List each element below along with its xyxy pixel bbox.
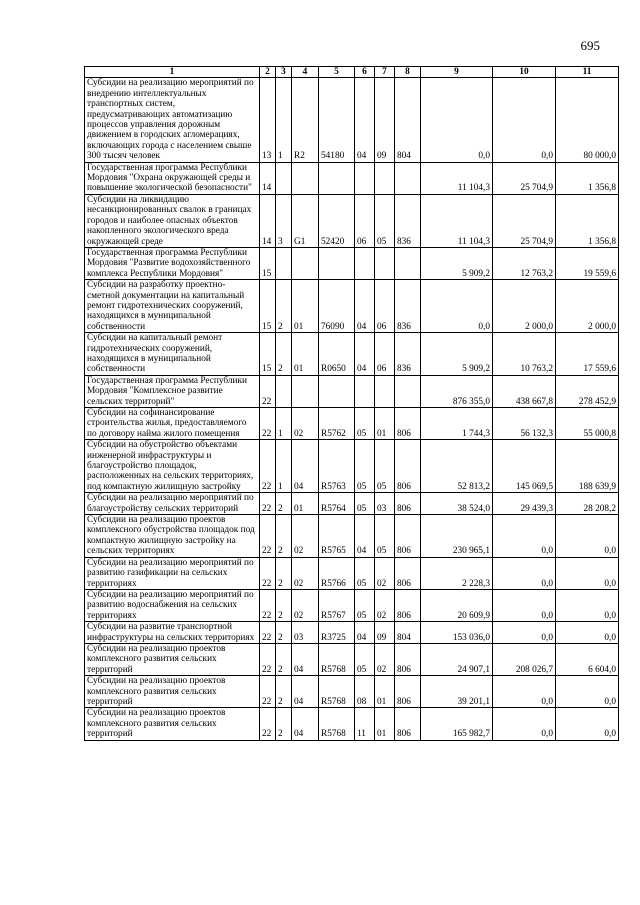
row-subsection-code: 09 (375, 78, 395, 162)
row-name: Субсидии на реализацию проектов комплексного обустройства площадок под компактную жилищную застройку на сельских территориях (85, 515, 260, 558)
row-program-code: 14 (260, 162, 276, 194)
row-event-code: 01 (292, 280, 319, 333)
row-expense-type: 806 (395, 589, 421, 621)
row-expense-type: 836 (395, 333, 421, 376)
row-amount-year2: 12 763,2 (493, 247, 556, 279)
row-name: Субсидии на софинансирование строительства жилья, предоставляемого по договору найма жилого помещения (85, 408, 260, 440)
row-direction-code: R5768 (319, 643, 355, 675)
row-subsection-code: 06 (375, 333, 395, 376)
row-subprogram-code: 2 (276, 708, 292, 740)
row-amount-year2: 56 132,3 (493, 408, 556, 440)
column-header: 11 (556, 67, 619, 78)
row-expense-type: 836 (395, 194, 421, 247)
row-event-code: 02 (292, 515, 319, 558)
row-subsection-code: 03 (375, 493, 395, 515)
row-program-code: 14 (260, 194, 276, 247)
row-amount-year2: 0,0 (493, 78, 556, 162)
row-amount-year3: 278 452,9 (556, 375, 619, 407)
row-event-code (292, 162, 319, 194)
row-program-code: 15 (260, 280, 276, 333)
row-section-code: 06 (355, 194, 375, 247)
row-subsection-code: 05 (375, 515, 395, 558)
row-subsection-code: 01 (375, 408, 395, 440)
row-amount-year2: 0,0 (493, 589, 556, 621)
row-name: Субсидии на развитие транспортной инфраструктуры на сельских территориях (85, 622, 260, 644)
row-subprogram-code (276, 162, 292, 194)
table-row (85, 708, 619, 740)
row-name: Субсидии на разработку проектно-сметной документации на капитальный ремонт гидротехнических сооружений, находящихся в муниципальной собственности (85, 280, 260, 333)
row-name: Субсидии на ликвидацию несанкционированных свалок в границах городов и наиболее опасных объектов накопленного экологического вреда окружающей среде (85, 194, 260, 247)
row-event-code: R2 (292, 78, 319, 162)
row-section-code: 05 (355, 643, 375, 675)
row-direction-code (319, 247, 355, 279)
row-amount-year3: 6 604,0 (556, 643, 619, 675)
row-amount-year3: 80 000,0 (556, 78, 619, 162)
row-direction-code: R3725 (319, 622, 355, 644)
column-header: 9 (421, 67, 493, 78)
row-subsection-code: 02 (375, 589, 395, 621)
row-amount-year3: 17 559,6 (556, 333, 619, 376)
table-row (85, 194, 619, 247)
row-direction-code (319, 375, 355, 407)
column-header: 4 (292, 67, 319, 78)
row-amount-year3: 28 208,2 (556, 493, 619, 515)
table-row (85, 78, 619, 162)
row-subprogram-code: 2 (276, 676, 292, 708)
row-program-code: 22 (260, 408, 276, 440)
row-expense-type: 806 (395, 557, 421, 589)
row-amount-year1: 0,0 (421, 78, 493, 162)
row-program-code: 22 (260, 676, 276, 708)
row-section-code: 05 (355, 589, 375, 621)
table-row (85, 375, 619, 407)
row-amount-year1: 38 524,0 (421, 493, 493, 515)
row-amount-year1: 153 036,0 (421, 622, 493, 644)
row-subsection-code (375, 247, 395, 279)
row-subprogram-code: 1 (276, 440, 292, 493)
column-header: 8 (395, 67, 421, 78)
column-header: 5 (319, 67, 355, 78)
row-amount-year1: 1 744,3 (421, 408, 493, 440)
row-subprogram-code: 2 (276, 643, 292, 675)
row-name: Субсидии на реализацию мероприятий по благоустройству сельских территорий (85, 493, 260, 515)
row-amount-year3: 19 559,6 (556, 247, 619, 279)
row-section-code (355, 162, 375, 194)
row-expense-type: 806 (395, 440, 421, 493)
row-event-code: 02 (292, 589, 319, 621)
row-section-code: 04 (355, 78, 375, 162)
row-amount-year1: 5 909,2 (421, 247, 493, 279)
row-amount-year1: 230 965,1 (421, 515, 493, 558)
row-amount-year2: 0,0 (493, 676, 556, 708)
column-header: 6 (355, 67, 375, 78)
row-event-code: G1 (292, 194, 319, 247)
row-amount-year3: 0,0 (556, 676, 619, 708)
table-body (85, 78, 619, 740)
row-subsection-code: 02 (375, 557, 395, 589)
row-event-code (292, 375, 319, 407)
row-amount-year2: 25 704,9 (493, 162, 556, 194)
row-expense-type (395, 162, 421, 194)
row-amount-year2: 0,0 (493, 622, 556, 644)
row-amount-year1: 165 982,7 (421, 708, 493, 740)
row-section-code: 05 (355, 440, 375, 493)
row-direction-code: R0650 (319, 333, 355, 376)
row-expense-type: 806 (395, 708, 421, 740)
row-event-code: 01 (292, 493, 319, 515)
table-row (85, 676, 619, 708)
table-row (85, 408, 619, 440)
row-subprogram-code: 2 (276, 515, 292, 558)
column-header: 7 (375, 67, 395, 78)
table-row (85, 643, 619, 675)
row-event-code: 04 (292, 676, 319, 708)
table-row (85, 515, 619, 558)
table-row (85, 440, 619, 493)
row-amount-year1: 39 201,1 (421, 676, 493, 708)
row-amount-year3: 0,0 (556, 515, 619, 558)
row-section-code: 08 (355, 676, 375, 708)
row-direction-code: R5766 (319, 557, 355, 589)
row-amount-year2: 2 000,0 (493, 280, 556, 333)
row-amount-year2: 29 439,3 (493, 493, 556, 515)
row-subsection-code: 05 (375, 440, 395, 493)
row-name: Субсидии на обустройство объектами инженерной инфраструктуры и благоустройство площадок, расположенных на сельских территориях, под компактную жилищную застройку (85, 440, 260, 493)
table-row (85, 247, 619, 279)
row-program-code: 22 (260, 557, 276, 589)
row-amount-year2: 145 069,5 (493, 440, 556, 493)
row-amount-year1: 24 907,1 (421, 643, 493, 675)
row-name: Субсидии на реализацию проектов комплексного развития сельских территорий (85, 708, 260, 740)
row-amount-year3: 188 639,9 (556, 440, 619, 493)
row-event-code: 02 (292, 557, 319, 589)
row-section-code: 04 (355, 515, 375, 558)
row-program-code: 22 (260, 515, 276, 558)
column-header: 1 (85, 67, 260, 78)
table-row (85, 280, 619, 333)
row-amount-year3: 0,0 (556, 589, 619, 621)
row-direction-code: 52420 (319, 194, 355, 247)
table-header-row (85, 67, 619, 78)
row-amount-year2: 438 667,8 (493, 375, 556, 407)
row-direction-code: R5764 (319, 493, 355, 515)
row-direction-code: R5767 (319, 589, 355, 621)
row-program-code: 22 (260, 622, 276, 644)
row-section-code: 05 (355, 408, 375, 440)
row-amount-year2: 0,0 (493, 708, 556, 740)
row-subprogram-code (276, 247, 292, 279)
row-program-code: 22 (260, 493, 276, 515)
table-row (85, 589, 619, 621)
row-program-code: 22 (260, 440, 276, 493)
table-row (85, 162, 619, 194)
row-amount-year1: 52 813,2 (421, 440, 493, 493)
row-subsection-code: 05 (375, 194, 395, 247)
row-section-code: 04 (355, 280, 375, 333)
row-amount-year3: 1 356,8 (556, 162, 619, 194)
row-name: Государственная программа Республики Мордовия "Развитие водохозяйственного комплекса Республики Мордовия" (85, 247, 260, 279)
row-name: Субсидии на реализацию мероприятий по развитию водоснабжения на сельских территориях (85, 589, 260, 621)
row-direction-code: R5768 (319, 708, 355, 740)
page-number: 695 (580, 38, 600, 53)
row-subsection-code (375, 375, 395, 407)
row-subprogram-code: 2 (276, 622, 292, 644)
table-row (85, 557, 619, 589)
row-subsection-code: 09 (375, 622, 395, 644)
row-section-code (355, 247, 375, 279)
row-event-code (292, 247, 319, 279)
row-name: Государственная программа Республики Мордовия "Охрана окружающей среды и повышение экологической безопасности" (85, 162, 260, 194)
row-subprogram-code: 1 (276, 78, 292, 162)
row-direction-code: 76090 (319, 280, 355, 333)
row-amount-year2: 25 704,9 (493, 194, 556, 247)
row-expense-type: 806 (395, 408, 421, 440)
row-name: Субсидии на реализацию мероприятий по внедрению интеллектуальных транспортных систем, предусматривающих автоматизацию процессов управления дорожным движением в городских агломерациях, включающих города с населением свыше 300 тысяч человек (85, 78, 260, 162)
row-section-code: 04 (355, 622, 375, 644)
row-expense-type: 806 (395, 643, 421, 675)
row-subsection-code: 01 (375, 676, 395, 708)
row-subprogram-code: 2 (276, 493, 292, 515)
row-expense-type: 806 (395, 515, 421, 558)
row-event-code: 01 (292, 333, 319, 376)
budget-table (84, 66, 619, 741)
column-header: 2 (260, 67, 276, 78)
row-section-code: 04 (355, 333, 375, 376)
row-direction-code: R5762 (319, 408, 355, 440)
row-expense-type: 804 (395, 78, 421, 162)
row-program-code: 15 (260, 333, 276, 376)
row-direction-code: R5763 (319, 440, 355, 493)
table-row (85, 333, 619, 376)
row-amount-year3: 0,0 (556, 557, 619, 589)
row-amount-year1: 0,0 (421, 280, 493, 333)
row-amount-year1: 876 355,0 (421, 375, 493, 407)
row-direction-code: R5765 (319, 515, 355, 558)
row-expense-type: 836 (395, 280, 421, 333)
row-section-code: 05 (355, 493, 375, 515)
row-subprogram-code: 2 (276, 333, 292, 376)
row-program-code: 22 (260, 643, 276, 675)
row-expense-type: 804 (395, 622, 421, 644)
row-amount-year1: 20 609,9 (421, 589, 493, 621)
table-row (85, 622, 619, 644)
row-event-code: 02 (292, 408, 319, 440)
row-program-code: 22 (260, 708, 276, 740)
row-event-code: 04 (292, 643, 319, 675)
row-amount-year2: 0,0 (493, 515, 556, 558)
row-expense-type: 806 (395, 493, 421, 515)
table-row (85, 493, 619, 515)
row-subprogram-code: 2 (276, 589, 292, 621)
row-expense-type (395, 375, 421, 407)
row-direction-code: 54180 (319, 78, 355, 162)
row-amount-year3: 2 000,0 (556, 280, 619, 333)
row-name: Субсидии на капитальный ремонт гидротехнических сооружений, находящихся в муниципальной собственности (85, 333, 260, 376)
row-expense-type (395, 247, 421, 279)
row-amount-year3: 0,0 (556, 622, 619, 644)
row-subsection-code: 02 (375, 643, 395, 675)
column-header: 3 (276, 67, 292, 78)
row-subprogram-code: 2 (276, 557, 292, 589)
row-amount-year1: 11 104,3 (421, 194, 493, 247)
row-amount-year3: 55 000,8 (556, 408, 619, 440)
row-subsection-code (375, 162, 395, 194)
row-name: Субсидии на реализацию мероприятий по развитию газификации на сельских территориях (85, 557, 260, 589)
row-amount-year2: 208 026,7 (493, 643, 556, 675)
row-expense-type: 806 (395, 676, 421, 708)
row-amount-year3: 1 356,8 (556, 194, 619, 247)
row-name: Государственная программа Республики Мордовия "Комплексное развитие сельских территорий" (85, 375, 260, 407)
row-program-code: 13 (260, 78, 276, 162)
row-program-code: 15 (260, 247, 276, 279)
row-program-code: 22 (260, 589, 276, 621)
row-section-code: 11 (355, 708, 375, 740)
row-name: Субсидии на реализацию проектов комплексного развития сельских территорий (85, 643, 260, 675)
row-section-code (355, 375, 375, 407)
row-name: Субсидии на реализацию проектов комплексного развития сельских территорий (85, 676, 260, 708)
row-subprogram-code: 1 (276, 408, 292, 440)
row-subsection-code: 01 (375, 708, 395, 740)
row-subprogram-code: 3 (276, 194, 292, 247)
row-amount-year3: 0,0 (556, 708, 619, 740)
row-program-code: 22 (260, 375, 276, 407)
row-event-code: 04 (292, 708, 319, 740)
row-amount-year1: 11 104,3 (421, 162, 493, 194)
row-amount-year2: 0,0 (493, 557, 556, 589)
row-subprogram-code (276, 375, 292, 407)
row-direction-code (319, 162, 355, 194)
row-subsection-code: 06 (375, 280, 395, 333)
column-header: 10 (493, 67, 556, 78)
row-direction-code: R5768 (319, 676, 355, 708)
row-amount-year2: 10 763,2 (493, 333, 556, 376)
row-amount-year1: 2 228,3 (421, 557, 493, 589)
row-event-code: 03 (292, 622, 319, 644)
row-event-code: 04 (292, 440, 319, 493)
row-section-code: 05 (355, 557, 375, 589)
row-subprogram-code: 2 (276, 280, 292, 333)
row-amount-year1: 5 909,2 (421, 333, 493, 376)
